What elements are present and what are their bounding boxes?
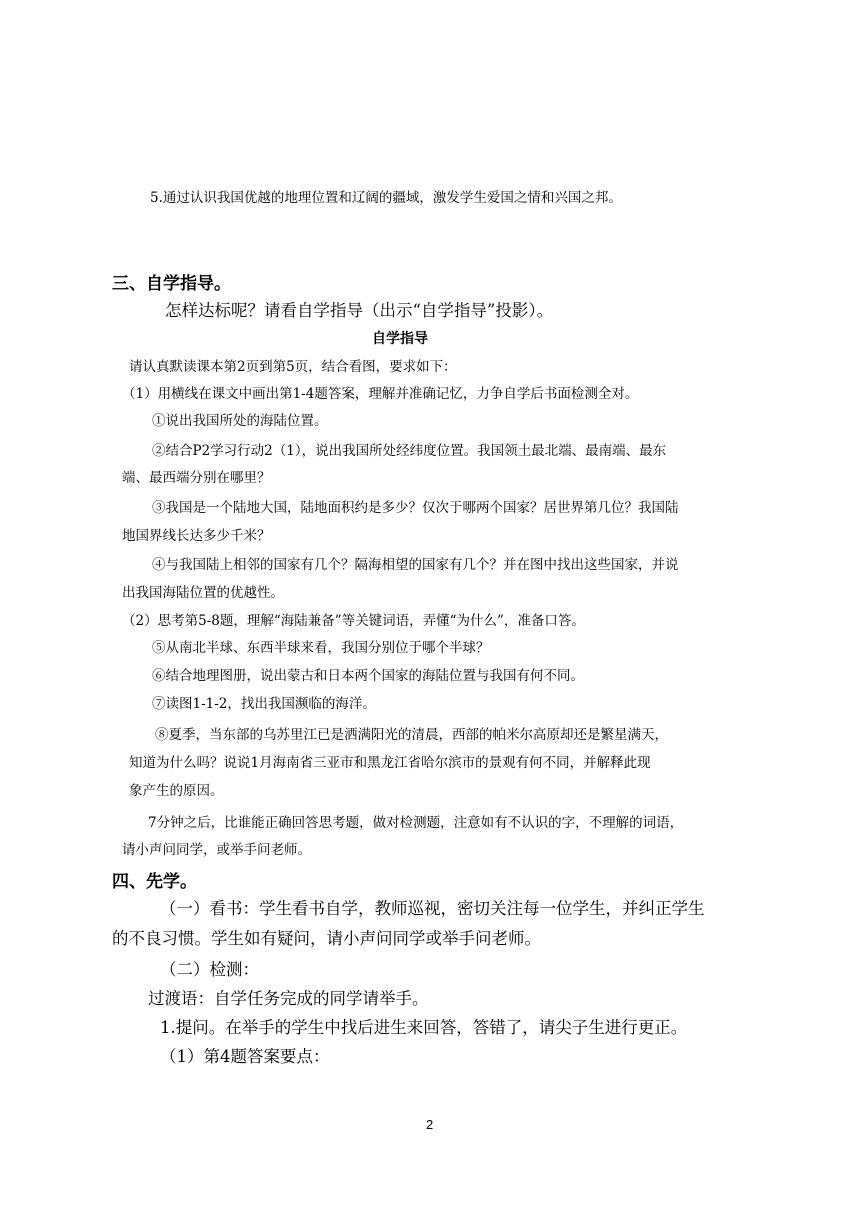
question-2-line-1: ②结合P2学习行动2（1），说出我国所处经纬度位置。我国领土最北端、最南端、最东 bbox=[152, 443, 667, 459]
section-4-para-1-line-2: 的不良习惯。学生如有疑问，请小声问同学或举手问老师。 bbox=[112, 929, 541, 948]
question-5: ⑤从南北半球、东西半球来看，我国分别位于哪个半球？ bbox=[152, 640, 490, 656]
goal-3: 5.通过认识我国优越的地理位置和辽阔的疆域，激发学生爱国之情和兴国之邦。 bbox=[150, 190, 622, 206]
question-4-line-2: 出我国海陆位置的优越性。 bbox=[122, 585, 284, 601]
section-3-intro: 怎样达标呢？请看自学指导（出示“自学指导”投影）。 bbox=[165, 301, 554, 320]
question-3-line-2: 地国界线长达多少千米？ bbox=[122, 528, 271, 544]
section-4-para-2: （二）检测： bbox=[160, 960, 259, 979]
question-6: ⑥结合地理图册，说出蒙古和日本两个国家的海陆位置与我国有何不同。 bbox=[152, 668, 584, 684]
question-8-line-3: 象产生的原因。 bbox=[129, 783, 224, 799]
guide-part-1: （1）用横线在课文中画出第1-4题答案，理解并准确记忆，力争自学后书面检测全对。 bbox=[122, 386, 639, 402]
guide-intro: 请认真默读课本第2页到第5页，结合看图，要求如下： bbox=[129, 359, 457, 375]
question-8-line-1: ⑧夏季，当东部的乌苏里江已是洒满阳光的清晨，西部的帕米尔高原却还是繁星满天， bbox=[155, 727, 668, 743]
section-4-heading: 四、先学。 bbox=[112, 872, 197, 892]
question-2-line-2: 端、最西端分别在哪里？ bbox=[122, 470, 271, 486]
section-4-para-1-line-1: （一）看书：学生看书自学，教师巡视，密切关注每一位学生，并纠正学生 bbox=[160, 899, 705, 918]
section-3-heading: 三、自学指导。 bbox=[112, 274, 231, 294]
guide-title: 自学指导 bbox=[372, 331, 428, 347]
section-4-para-5: （1）第4题答案要点： bbox=[160, 1047, 330, 1066]
question-3-line-1: ③我国是一个陆地大国，陆地面积约是多少？仅次于哪两个国家？居世界第几位？我国陆 bbox=[152, 500, 679, 516]
page-number: 2 bbox=[426, 1117, 434, 1132]
question-8-line-2: 知道为什么吗？说说1月海南省三亚市和黑龙江省哈尔滨市的景观有何不同，并解释此现 bbox=[129, 755, 651, 771]
guide-note-line-1: 7分钟之后，比谁能正确回答思考题，做对检测题，注意如有不认识的字，不理解的词语， bbox=[148, 815, 684, 831]
question-7: ⑦读图1-1-2，找出我国濒临的海洋。 bbox=[152, 696, 376, 712]
question-4-line-1: ④与我国陆上相邻的国家有几个？隔海相望的国家有几个？并在图中找出这些国家，并说 bbox=[152, 557, 679, 573]
section-4-para-4: 1.提问。在举手的学生中找后进生来回答，答错了，请尖子生进行更正。 bbox=[160, 1018, 688, 1037]
guide-note-line-2: 请小声问同学，或举手问老师。 bbox=[122, 842, 311, 858]
section-4-para-3: 过渡语：自学任务完成的同学请举手。 bbox=[148, 989, 429, 1008]
question-1: ①说出我国所处的海陆位置。 bbox=[152, 413, 328, 429]
guide-part-2: （2）思考第5-8题，理解“海陆兼备”等关键词语，弄懂“为什么”，准备口答。 bbox=[122, 613, 585, 629]
